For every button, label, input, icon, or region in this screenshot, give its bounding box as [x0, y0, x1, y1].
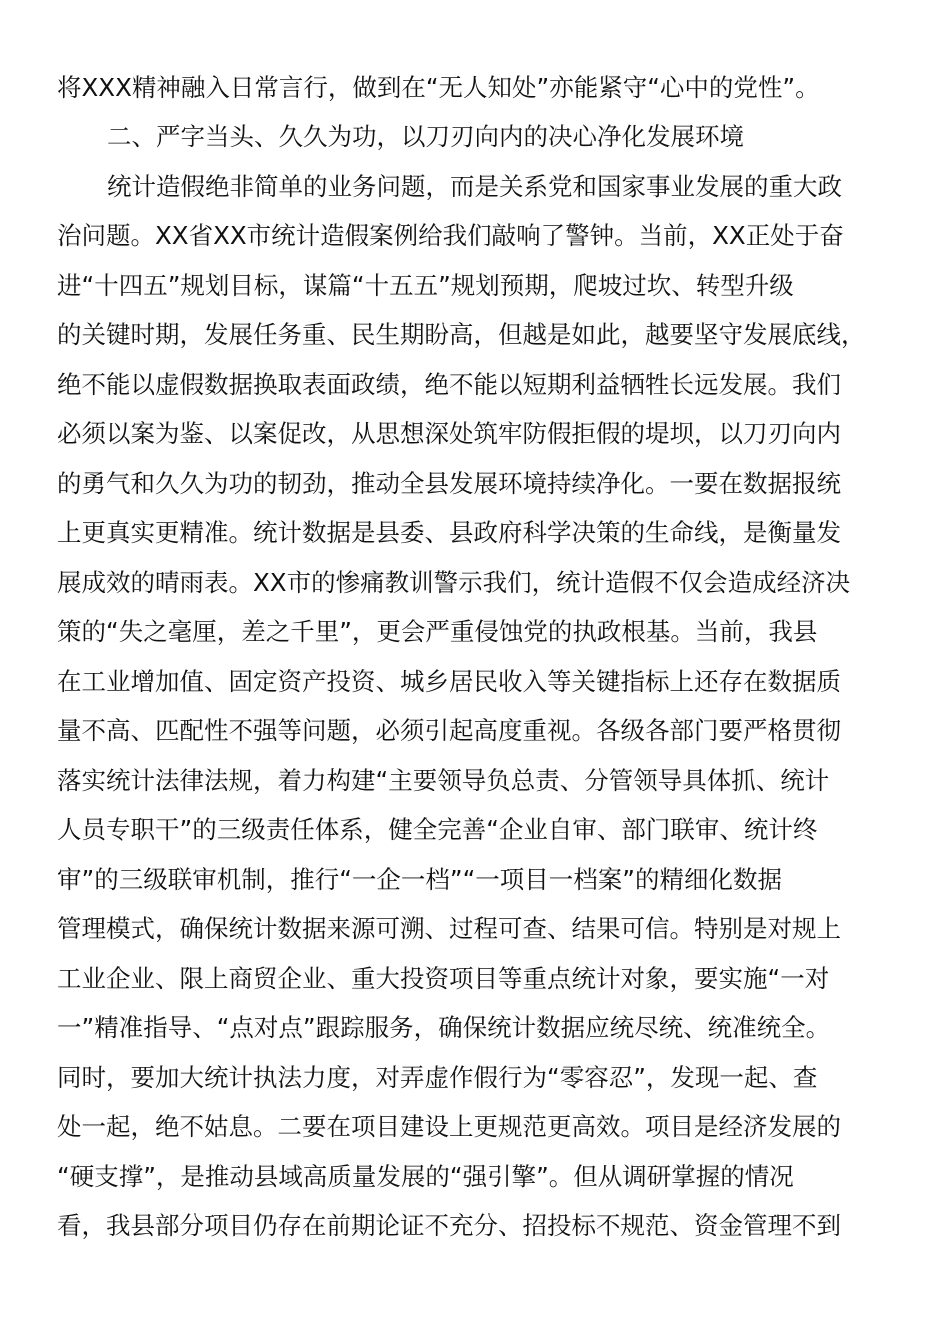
text-line-13: 在工业增加值、固定资产投资、城乡居民收入等关键指标上还存在数据质: [57, 667, 841, 696]
text-line-5: 进“十四五”规划目标，谋篇“十五五”规划预期，爬坡过坎、转型升级: [57, 271, 794, 300]
text-line-14: 量不高、匹配性不强等问题，必须引起高度重视。各级各部门要严格贯彻: [57, 716, 841, 745]
text-line-24: 看，我县部分项目仍存在前期论证不充分、招投标不规范、资金管理不到: [57, 1211, 841, 1240]
text-line-8: 必须以案为鉴、以案促改，从思想深处筑牢防假拒假的堤坝，以刀刃向内: [57, 419, 841, 448]
text-line-18: 管理模式，确保统计数据来源可溯、过程可查、结果可信。特别是对规上: [57, 914, 841, 943]
paragraph-first-line: 统计造假绝非简单的业务问题，而是关系党和国家事业发展的重大政: [107, 172, 842, 201]
text-line-9: 的勇气和久久为功的韧劲，推动全县发展环境持续净化。一要在数据报统: [57, 469, 841, 498]
text-line-17: 审”的三级联审机制，推行“一企一档”“一项目一档案”的精细化数据: [57, 865, 782, 894]
text-line-22: 处一起，绝不姑息。二要在项目建设上更规范更高效。项目是经济发展的: [57, 1112, 841, 1141]
text-line-19: 工业企业、限上商贸企业、重大投资项目等重点统计对象，要实施“一对: [57, 964, 830, 993]
text-line-23: “硬支撑”，是推动县域高质量发展的“强引擎”。但从调研掌握的情况: [57, 1162, 794, 1191]
text-line-21: 同时，要加大统计执法力度，对弄虚作假行为“零容忍”，发现一起、查: [57, 1063, 818, 1092]
text-line-12: 策的“失之毫厘，差之千里”，更会严重侵蚀党的执政根基。当前，我县: [57, 617, 818, 646]
section-heading: 二、严字当头、久久为功，以刀刃向内的决心净化发展环境: [107, 122, 744, 151]
text-line-11: 展成效的晴雨表。XX市的惨痛教训警示我们，统计造假不仅会造成经济决: [57, 568, 851, 597]
text-line-4: 治问题。XX省XX市统计造假案例给我们敲响了警钟。当前，XX正处于奋: [57, 221, 844, 250]
text-line-1: 将XXX精神融入日常言行，做到在“无人知处”亦能紧守“心中的党性”。: [57, 73, 820, 102]
text-line-16: 人员专职干”的三级责任体系，健全完善“企业自审、部门联审、统计终: [57, 815, 818, 844]
text-line-7: 绝不能以虚假数据换取表面政绩，绝不能以短期利益牺牲长远发展。我们: [57, 370, 841, 399]
text-line-15: 落实统计法律法规，着力构建“主要领导负总责、分管领导具体抓、统计: [57, 766, 830, 795]
text-line-6: 的关键时期，发展任务重、民生期盼高，但越是如此，越要坚守发展底线，: [57, 320, 866, 349]
text-line-20: 一”精准指导、“点对点”跟踪服务，确保统计数据应统尽统、统准统全。: [57, 1013, 831, 1042]
text-line-10: 上更真实更精准。统计数据是县委、县政府科学决策的生命线，是衡量发: [57, 518, 841, 547]
